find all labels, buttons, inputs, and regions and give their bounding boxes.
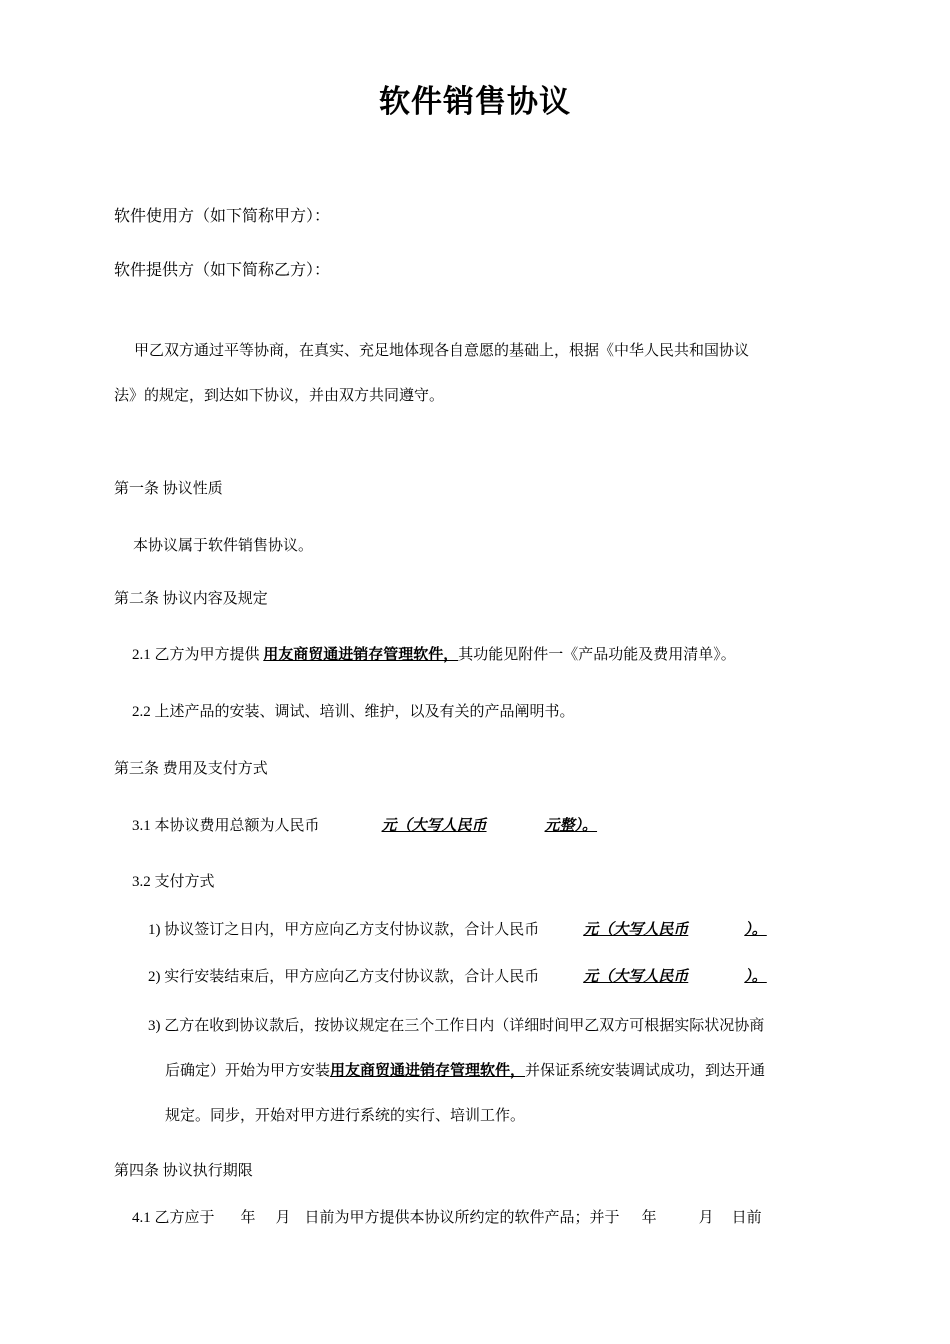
item-prefix: 3.1 本协议费用总额为人民币 bbox=[132, 818, 320, 834]
payment-3-line-1: 3) 乙方在收到协议款后，按协议规定在三个工作日内（详细时间甲乙双方可根据实际状况协商 bbox=[148, 1018, 765, 1034]
amount-capital-a: 元（大写人民币 bbox=[583, 922, 689, 938]
document-title: 软件销售协议 bbox=[379, 84, 571, 120]
item-part-a: 4.1 乙方应于 bbox=[132, 1210, 215, 1226]
item-part-c: 月 bbox=[275, 1210, 291, 1226]
article-2-item-2: 2.2 上述产品的安装、调试、培训、维护，以及有关的产品阐明书。 bbox=[132, 704, 575, 720]
intro-line-1: 甲乙双方通过平等协商，在真实、充足地体现各自意愿的基础上，根据《中华人民共和国协议 bbox=[134, 343, 750, 359]
item-part-g: 日前 bbox=[731, 1210, 762, 1226]
article-3-item-2: 3.2 支付方式 bbox=[132, 874, 215, 890]
line-suffix: 并保证系统安装调试成功，到达开通 bbox=[525, 1063, 766, 1079]
item-part-d: 日前为甲方提供本协议所约定的软件产品；并于 bbox=[304, 1210, 620, 1226]
article-3-heading: 第三条 费用及支付方式 bbox=[114, 761, 268, 777]
amount-capital-a: 元（大写人民币 bbox=[381, 818, 487, 834]
payment-3-line-3: 规定。同步，开始对甲方进行系统的实行、培训工作。 bbox=[165, 1108, 526, 1124]
payment-prefix: 1) 协议签订之日内，甲方应向乙方支付协议款，合计人民币 bbox=[148, 922, 540, 938]
item-part-e: 年 bbox=[641, 1210, 657, 1226]
payment-prefix: 2) 实行安装结束后，甲方应向乙方支付协议款，合计人民币 bbox=[148, 969, 540, 985]
article-4-item-1 bbox=[132, 1206, 762, 1227]
item-part-b: 年 bbox=[240, 1210, 256, 1226]
article-3-item-1 bbox=[132, 814, 597, 835]
item-part-f: 月 bbox=[698, 1210, 714, 1226]
intro-line-2: 法》的规定，到达如下协议，并由双方共同遵守。 bbox=[114, 388, 445, 404]
amount-capital-b: ）。 bbox=[744, 922, 767, 938]
article-4-heading: 第四条 协议执行期限 bbox=[114, 1163, 253, 1179]
article-2-heading: 第二条 协议内容及规定 bbox=[114, 591, 268, 607]
party-b-line: 软件提供方（如下简称乙方）： bbox=[114, 260, 331, 279]
product-name: 用友商贸通进销存管理软件， bbox=[330, 1063, 526, 1079]
amount-capital-a: 元（大写人民币 bbox=[583, 969, 689, 985]
article-1-body: 本协议属于软件销售协议。 bbox=[133, 538, 314, 554]
payment-2 bbox=[148, 965, 767, 986]
product-name: 用友商贸通进销存管理软件， bbox=[263, 647, 459, 663]
line-prefix: 后确定）开始为甲方安装 bbox=[165, 1063, 331, 1079]
amount-capital-b: ）。 bbox=[744, 969, 767, 985]
party-a-line: 软件使用方（如下简称甲方）： bbox=[114, 206, 331, 225]
item-suffix: 其功能见附件一《产品功能及费用清单》。 bbox=[458, 647, 736, 663]
article-2-item-1 bbox=[132, 643, 736, 664]
item-prefix: 2.1 乙方为甲方提供 bbox=[132, 647, 264, 663]
payment-1 bbox=[148, 918, 767, 939]
article-1-heading: 第一条 协议性质 bbox=[114, 481, 223, 497]
payment-3-line-2 bbox=[165, 1059, 765, 1080]
amount-capital-b: 元整）。 bbox=[544, 818, 598, 834]
